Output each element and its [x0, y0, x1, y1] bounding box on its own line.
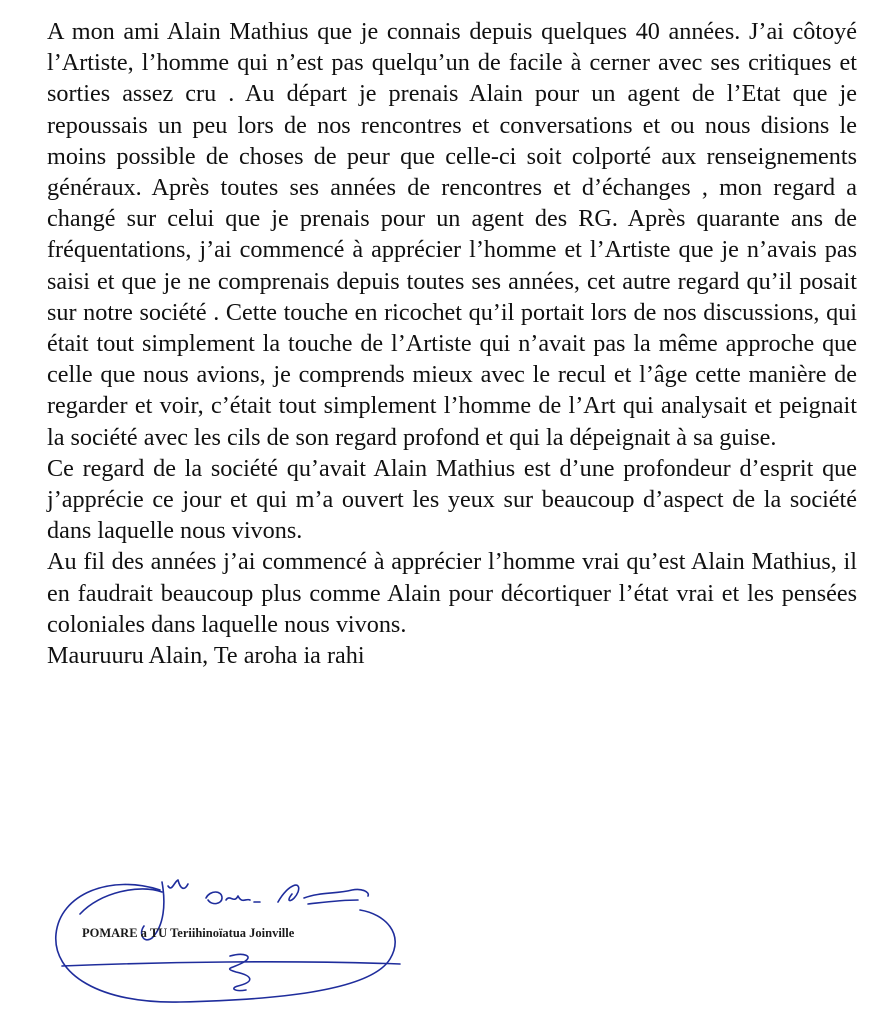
closing-line: Mauruuru Alain, Te aroha ia rahi [47, 642, 365, 670]
paragraph-1: A mon ami Alain Mathius que je connais depuis quelques 40 années. J’ai côtoyé l’Artiste, l’homme qui n’est pas quelqu’un de facile à cerner avec ses critiques et sorties assez cru . Au départ je prenais Alain pour un agent de l’Etat que je repoussais un peu lors de nos rencontres et conversations et ou nous disions le moins possible de choses de peur que celle-ci soit colporté aux renseignements généraux. Après toutes ses années de rencontres et d’échanges , mon regard a changé sur celui que je prenais pour un agent des RG. Après quarante ans de fréquentations, j’ai commencé à apprécier l’homme et l’Artiste que je n’avais pas saisi et que je ne comprenais depuis toutes ses années, cet autre regard qu’il posait sur notre société . Cette touche en ricochet qu’il portait lors de nos discussions, qui était tout simplement la touche de l’Artiste qui n’avait pas la même approche que celle que nous avions, je comprends mieux avec le recul et l’âge cette manière de regarder et voir, c’était tout simplement l’homme de l’Art qui analysait et peignait la société avec les cils de son regard profond et qui la dépeignait à sa guise. [47, 18, 857, 451]
letter-body [47, 16, 857, 671]
paragraph-2: Ce regard de la société qu’avait Alain Mathius est d’une profondeur d’esprit que j’apprécie ce jour et qui m’a ouvert les yeux sur beaucoup d’aspect de la société dans laquelle nous vivons. [47, 454, 857, 545]
signature-name: POMARE a TU Teriihinoïatua Joinville [82, 926, 295, 940]
signature-block [40, 864, 420, 1014]
paragraph-3: Au fil des années j’ai commencé à apprécier l’homme vrai qu’est Alain Mathius, il en faudrait beaucoup plus comme Alain pour décortiquer l’état vrai et les pensées coloniales dans laquelle nous vivons. [47, 548, 857, 638]
